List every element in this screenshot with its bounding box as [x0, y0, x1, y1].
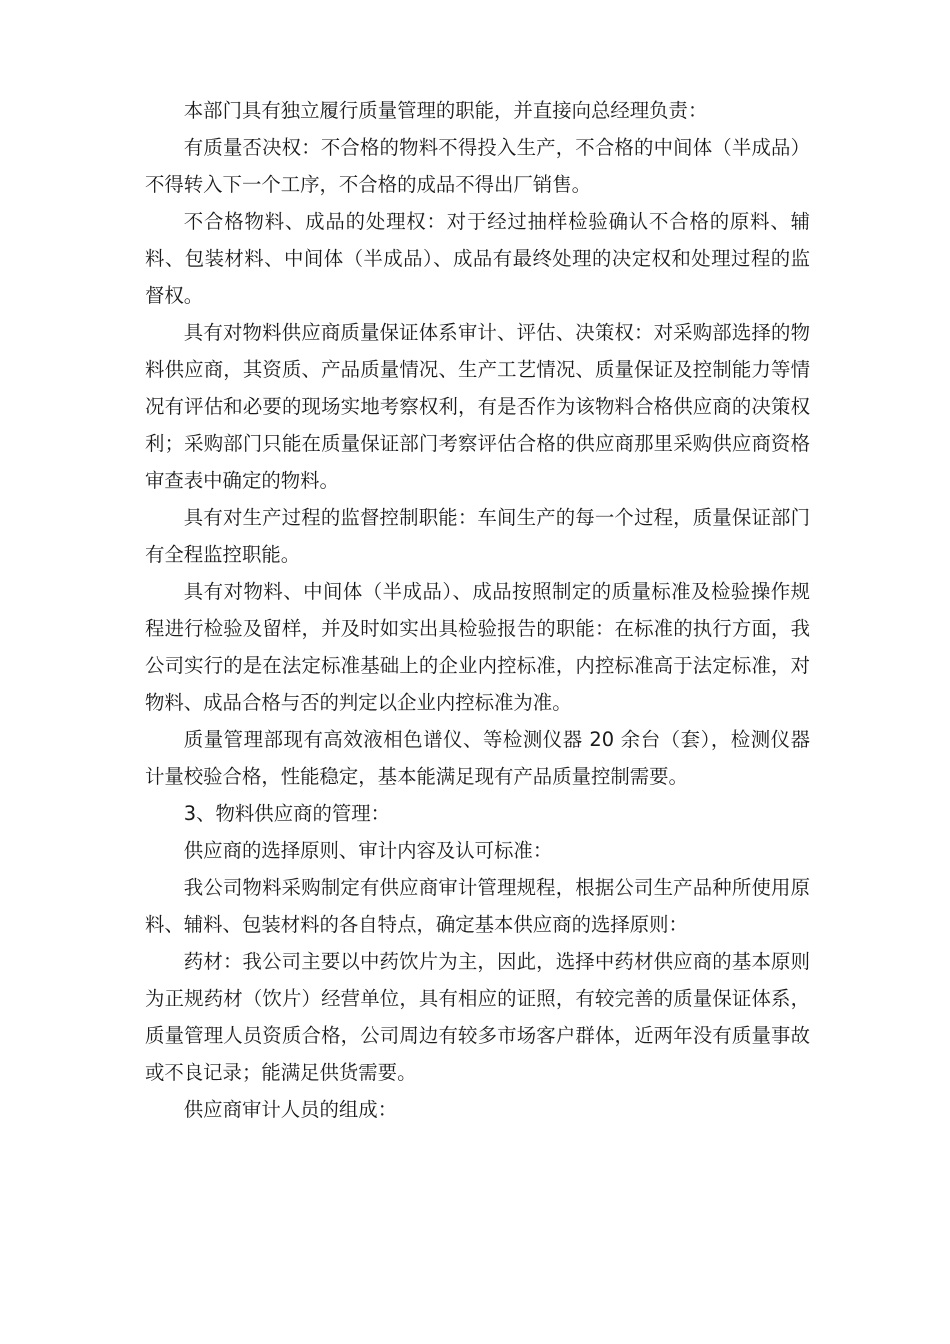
paragraph-instruments: 质量管理部现有高效液相色谱仪、等检测仪器 20 余台（套），检测仪器计量校验合格，性能稳定，基本能满足现有产品质量控制需要。: [145, 728, 810, 788]
paragraph-inspection-duty: 具有对物料、中间体（半成品）、成品按照制定的质量标准及检验操作规程进行检验及留样，并及时如实出具检验报告的职能：在标准的执行方面，我公司实行的是在法定标准基础上的企业内控标准，内控标准高于法定标准，对物料、成品合格与否的判定以企业内控标准为准。: [145, 580, 810, 714]
paragraph-supplier-audit-right: 具有对物料供应商质量保证体系审计、评估、决策权：对采购部选择的物料供应商，其资质、产品质量情况、生产工艺情况、质量保证及控制能力等情况有评估和必要的现场实地考察权利，有是否作为该物料合格供应商的决策权利；采购部门只能在质量保证部门考察评估合格的供应商那里采购供应商资格审查表中确定的物料。: [145, 321, 810, 492]
paragraph-selection-principles-heading: 供应商的选择原则、审计内容及认可标准：: [183, 839, 553, 862]
paragraph-herbal-materials: 药材：我公司主要以中药饮片为主，因此，选择中药材供应商的基本原则为正规药材（饮片）经营单位，具有相应的证照，有较完善的质量保证体系，质量管理人员资质合格，公司周边有较多市场客户群体，近两年没有质量事故或不良记录；能满足供货需要。: [145, 950, 810, 1084]
paragraph-supplier-audit-procedure: 我公司物料采购制定有供应商审计管理规程，根据公司生产品种所使用原料、辅料、包装材料的各自特点，确定基本供应商的选择原则：: [145, 876, 810, 936]
paragraph-process-supervision: 具有对生产过程的监督控制职能：车间生产的每一个过程，质量保证部门有全程监控职能。: [145, 506, 810, 566]
paragraph-audit-team-heading: 供应商审计人员的组成：: [183, 1098, 398, 1121]
paragraph-veto-right: 有质量否决权：不合格的物料不得投入生产，不合格的中间体（半成品）不得转入下一个工序，不合格的成品不得出厂销售。: [145, 136, 810, 196]
document-body: [145, 92, 810, 1128]
paragraph-nonconforming-handling: 不合格物料、成品的处理权：对于经过抽样检验确认不合格的原料、辅料、包装材料、中间体（半成品）、成品有最终处理的决定权和处理过程的监督权。: [145, 210, 810, 307]
paragraph-responsibility-intro: 本部门具有独立履行质量管理的职能，并直接向总经理负责：: [183, 99, 708, 122]
section-heading-supplier-management: 3、物料供应商的管理：: [183, 802, 391, 825]
